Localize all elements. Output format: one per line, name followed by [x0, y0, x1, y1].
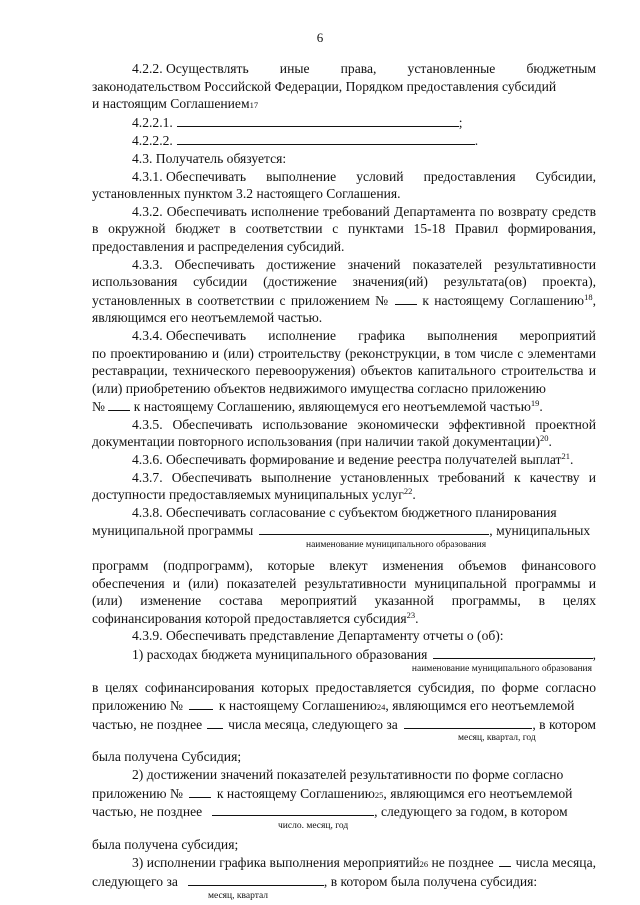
- caption-period-2: месяц, квартал: [208, 890, 269, 901]
- r1-line5: была получена Субсидия;: [92, 749, 242, 765]
- p-4-3-7: 4.3.7. Обеспечивать выполнение установленных требований к качеству и доступности предоставляемых муниципальных услуг$^{22}$.: [92, 469, 596, 503]
- blank-4-2-2-1: [177, 113, 459, 127]
- blank-period-26: [188, 872, 324, 886]
- blank-period-24: [404, 715, 533, 729]
- p-4-3-4-body: по проектированию и (или) строительству (реконструкции, в том числе с элементами реставрации, технического перевооружения) объектов капитального строительства и (или) приобретению объектов недвижимого имущества согласно приложению № к настоящему Соглашению, являющемуся его неотъемлемой частью$^{19}$.: [92, 345, 596, 415]
- document-body: [92, 60, 596, 902]
- p-4-2-2-2: 4.2.2.2. .: [132, 133, 479, 149]
- footnote-18: 18: [584, 291, 593, 302]
- p-4-2-2-1: 4.2.2.1. ;: [132, 114, 463, 130]
- blank-appendix-25: [189, 784, 211, 798]
- footnote-20: 20: [539, 433, 549, 444]
- p-4-3-6: 4.3.6. Обеспечивать формирование и ведение реестра получателей выплат$^{21}$.: [132, 451, 574, 468]
- caption-municipality-1: наименование муниципального образования: [306, 540, 487, 551]
- footnote-22: 22: [403, 486, 413, 497]
- r1-line2: в целях софинансирования которых предоставляется субсидия, по форме согласно: [92, 679, 596, 695]
- r2-line4: была получена субсидия;: [92, 836, 239, 852]
- p-4-3-1-line1: 4.3.1. Обеспечивать выполнение условий предоставления Субсидии,: [132, 168, 596, 184]
- r1-line3: приложению № к настоящему Соглашению 24 , являющимся его неотъемлемой: [92, 698, 575, 714]
- p-4-3-5: 4.3.5. Обеспечивать использование экономически эффективной проектной документации повторного использования (при наличии такой документации)$^{20}$.: [92, 416, 596, 450]
- p-4-3-2: 4.3.2. Обеспечивать исполнение требований Департамента по возврату средств в окружной бюджет в соответствии с пунктами 15-18 Правил формирования, предоставления и распределения субсидий.: [92, 203, 596, 254]
- p-4-2-2-line2: законодательством Российской Федерации, Порядком предоставления субсидий: [92, 78, 557, 94]
- p-4-3-8-body: программ (подпрограмм), которые влекут изменения объемов финансового обеспечения и (или) показателей результативности муниципальной программы и (или) изменение состава мероприятий указанной программы, в целях софинансирования которой предоставляется субсидия$^{23}$.: [92, 558, 596, 626]
- blank-appendix-18: [395, 291, 417, 305]
- blank-day-26: [499, 853, 511, 867]
- r2-line3: частью, не позднее , следующего за годом, в котором: [92, 804, 568, 820]
- page-number: 6: [316, 30, 324, 45]
- blank-day-24: [207, 715, 223, 729]
- blank-appendix-24: [189, 696, 213, 710]
- r1-line1: 1) расходах бюджета муниципального образования ,: [132, 647, 596, 662]
- footnote-23: 23: [406, 609, 416, 620]
- p-4-3-4-line1: 4.3.4. Обеспечивать исполнение графика выполнения мероприятий: [132, 327, 596, 343]
- caption-period-1: месяц, квартал, год: [458, 733, 536, 744]
- p-4-3: 4.3. Получатель обязуется:: [132, 150, 287, 166]
- r1-line4: частью, не позднее числа месяца, следующего за , в котором: [92, 716, 596, 732]
- footnote-21: 21: [561, 451, 570, 462]
- blank-date-25: [212, 802, 374, 816]
- r3-line1: 3) исполнении графика выполнения мероприятий 26 не позднее числа месяца,: [132, 855, 596, 871]
- r2-line1: 2) достижении значений показателей результативности по форме согласно: [132, 766, 564, 782]
- p-4-2-2-line1: 4.2.2. Осуществлять иные права, установленные бюджетным: [132, 61, 596, 76]
- p-4-2-2-line3: и настоящим Соглашением 17: [92, 96, 259, 112]
- p-4-3-9: 4.3.9. Обеспечивать представление Департаменту отчеты о (об):: [132, 628, 504, 644]
- footnote-19: 19: [530, 398, 540, 409]
- p-4-3-8-line2: муниципальной программы , муниципальных: [92, 523, 591, 539]
- p-4-3-3: 4.3.3. Обеспечивать достижение значений показателей результативности использования субсидии (достижение значения(ий) результата(ов) проекта), установленных в соответствии с приложением № к настоящему Соглашению$^{18}$, являющимся его неотъемлемой частью.: [92, 256, 596, 326]
- blank-municipality-2: [433, 645, 592, 659]
- p-4-3-8-line1: 4.3.8. Обеспечивать согласование с субъектом бюджетного планирования: [132, 504, 557, 520]
- blank-municipality-1: [259, 521, 489, 535]
- caption-municipality-2: наименование муниципального образования: [411, 663, 592, 674]
- r2-line2: приложению № к настоящему Соглашению 25 , являющимся его неотъемлемой: [92, 785, 573, 801]
- caption-date: число. месяц, год: [278, 820, 349, 831]
- blank-4-2-2-2: [177, 131, 475, 145]
- p-4-3-1-line2: установленных пунктом 3.2 настоящего Соглашения.: [92, 186, 401, 202]
- blank-appendix-19: [108, 397, 130, 411]
- r3-line2: следующего за , в котором была получена субсидия:: [92, 873, 538, 889]
